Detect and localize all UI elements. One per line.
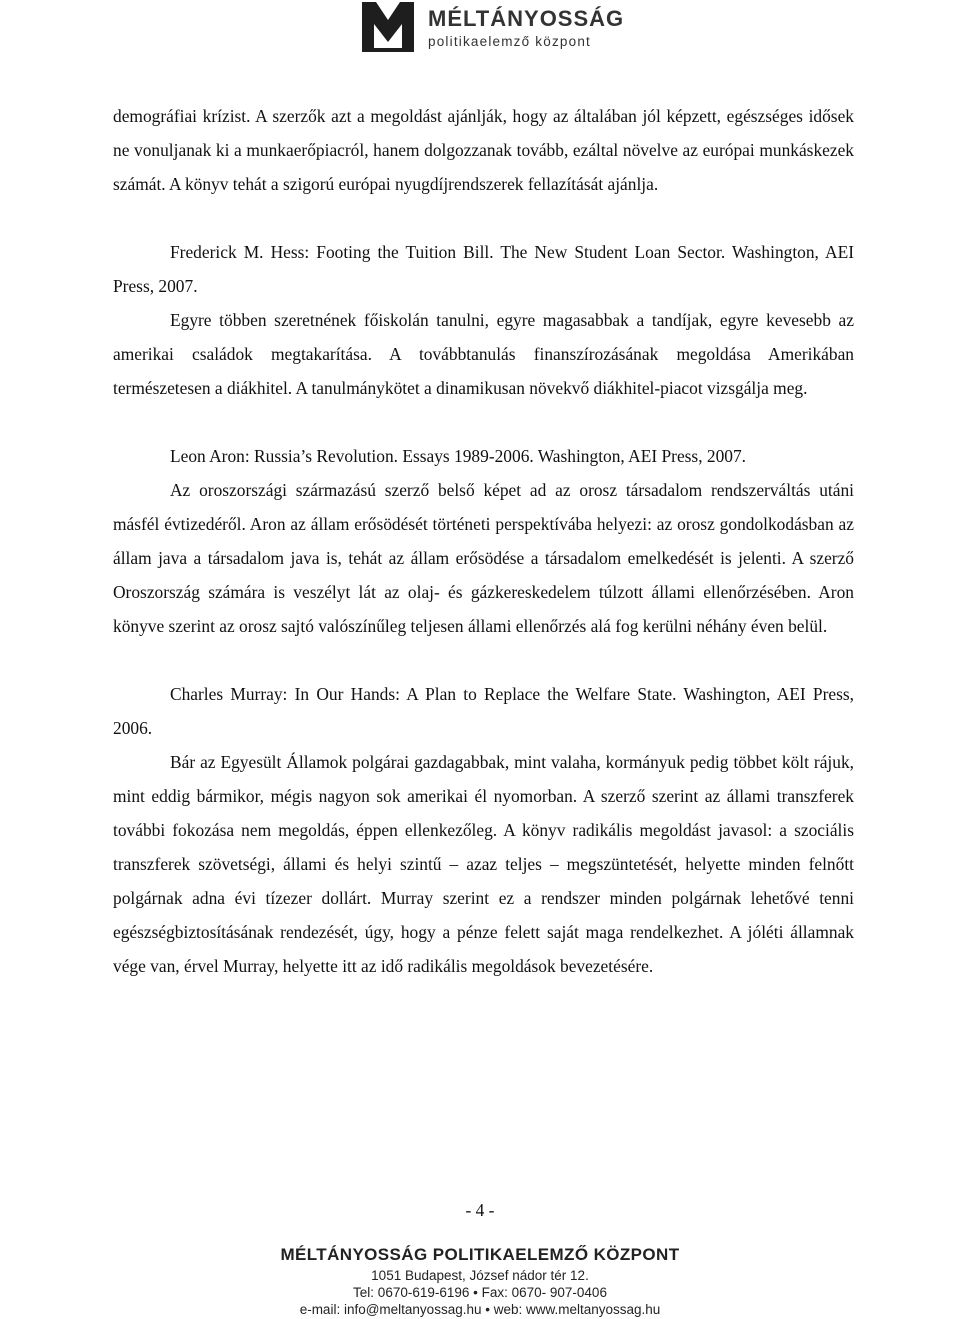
footer [0,1243,960,1318]
logo-subtitle: politikaelemző központ [428,34,591,49]
footer-organization: MÉLTÁNYOSSÁG POLITIKAELEMZŐ KÖZPONT [280,1245,680,1264]
paragraph-intro: demográfiai krízist. A szerzők azt a megoldást ajánlják, hogy az általában jól képzett, egészséges idősek ne vonuljanak ki a munkaerőpiacról, hanem dolgozzanak tovább, ezáltal növelve az európai munkáskezek számát. A könyv tehát a szigorú európai nyugdíjrendszerek fellazítását ajánlja. [113,106,854,194]
book-citation-aron: Leon Aron: Russia’s Revolution. Essays 1989-2006. Washington, AEI Press, 2007. [170,446,747,466]
paragraph-aron-summary: Az oroszországi származású szerző belső képet ad az orosz társadalom rendszerváltás utáni másfél évtizedéről. Aron az állam erősödését történeti perspektívába helyezi: az orosz gondolkodásban az állam java a társadalom java is, tehát az állam erősödése a társadalom emelkedését is jelenti. A szerző Oroszország számára is veszélyt lát az olaj- és gázkereskedelem túlzott állami ellenőrzésében. Aron könyve szerint az orosz sajtó valószínűleg teljesen állami ellenőrzés alá fog kerülni néhány éven belül. [113,480,854,636]
book-citation-hess: Frederick M. Hess: Footing the Tuition Bill. The New Student Loan Sector. Washington, AEI Press, 2007. [113,242,854,296]
paragraph-hess-summary: Egyre többen szeretnének főiskolán tanulni, egyre magasabbak a tandíjak, egyre kevesebb az amerikai családok megtakarítása. A továbbtanulás finanszírozásának megoldása Amerikában természetesen a diákhitel. A tanulmánykötet a dinamikusan növekvő diákhitel-piacot vizsgálja meg. [113,310,854,398]
footer-address: 1051 Budapest, József nádor tér 12. [371,1268,589,1283]
logo-name: MÉLTÁNYOSSÁG [428,6,625,31]
book-citation-murray: Charles Murray: In Our Hands: A Plan to Replace the Welfare State. Washington, AEI Press, 2006. [113,684,854,738]
paragraph-murray-summary: Bár az Egyesült Államok polgárai gazdagabbak, mint valaha, kormányuk pedig többet költ rájuk, mint eddig bármikor, mégis nagyon sok amerikai él nyomorban. A szerző szerint az állami transzferek további fokozása nem megoldás, éppen ellenkezőleg. A könyv radikális megoldást javasol: a szociális transzferek szövetségi, állami és helyi szintű – azaz teljes – megszüntetését, helyette minden felnőtt polgárnak adna évi tízezer dollárt. Murray szerint ez a rendszer minden polgárnak lehetővé tenni egészségbiztosításának rendezését, úgy, hogy a pénze felett saját maga rendelkezhet. A jóléti államnak vége van, érvel Murray, helyette itt az idő radikális megoldások bevezetésére. [113,752,854,976]
document-body [113,99,854,983]
header-logo [360,2,625,54]
page-number: - 4 - [465,1200,495,1220]
meltanyossag-logo-icon [360,2,416,54]
footer-phone: Tel: 0670-619-6196 • Fax: 0670- 907-0406 [353,1285,607,1300]
footer-contact: e-mail: info@meltanyossag.hu • web: www.meltanyossag.hu [299,1302,661,1317]
